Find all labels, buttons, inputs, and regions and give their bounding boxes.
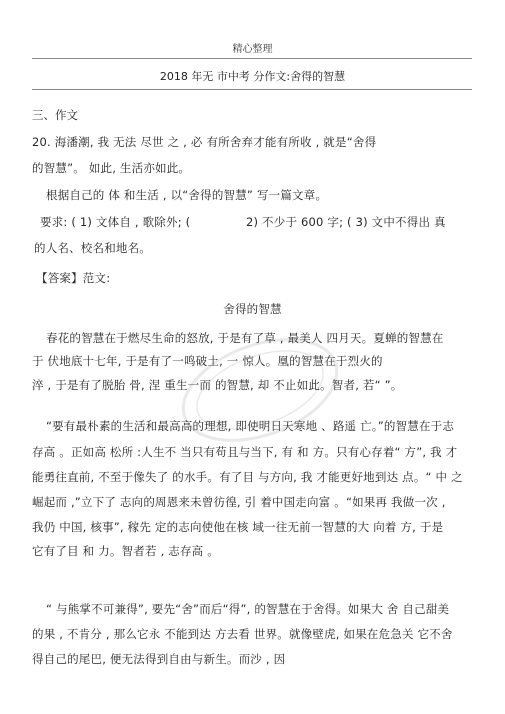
page-header: 精心整理 <box>232 44 273 55</box>
title-rule <box>32 89 472 90</box>
essay-line: 我仍 中国, 核事”, 稼先 定的志向使他在核 域一往无前一智慧的大 向着 方, 于是 <box>32 520 444 534</box>
essay-line: 的果 , 不肯分 , 那么它永 不能到达 方去看 世界。就像壁虎, 如果在危急关 它不舍 <box>32 627 453 641</box>
question-line: 20. 海潘潮, 我 无法 尽世 之 , 必 有所舍弃才能有所收 , 就是“舍得 <box>32 135 377 149</box>
requirements-line: 要求: ( 1) 文体自 , 歌除外; ( <box>40 215 191 229</box>
essay-line: “要有最朴素的生活和最高高的理想, 即使明日天寒地 、路遥 亡。”的智慧在于志 <box>46 419 455 433</box>
question-line: 的智慧”。 如此, 生活亦如此。 <box>32 161 191 175</box>
essay-line: 它有了目 和 力。智者若 , 志存高 。 <box>32 544 219 558</box>
essay-line: “ 与熊掌不可兼得”, 要先“舍”而后“得”, 的智慧在于舍得。如果大 舍 自己甜美 <box>46 602 450 616</box>
essay-line: 能勇往直前, 不至于像失了 的水手。有了目 与方向, 我 才能更好地到达 点。“ 中 之 <box>32 470 463 484</box>
section-heading: 三、作文 <box>32 108 78 122</box>
essay-line: 于 伏地底十七年, 于是有了一鸣破土, 一 惊人。凰的智慧在于烈火的 <box>32 354 383 368</box>
requirements-line: 的人名、校名和地名。 <box>34 241 151 255</box>
header-rule <box>32 58 472 59</box>
essay-line: 崛起而 ,”立下了 志向的周恩来未曾彷徨, 引 着中国走向富 。“如果再 我做一次 , <box>32 495 446 509</box>
essay-line: 存高 。正如高 松所 :人生不 当只有苟且与当下, 有 和 方。只有心存着“ 方”, 我 才 <box>32 445 458 459</box>
instruction-line: 根据自己的 体 和生活 , 以“舍得的智慧” 写一篇文章。 <box>46 188 328 202</box>
answer-label: 【答案】范文: <box>36 271 111 285</box>
essay-line: 春花的智慧在于燃尽生命的怒放, 于是有了草 , 最美人 四月天。夏蝉的智慧在 <box>46 331 444 345</box>
essay-line: 淬 , 于是有了脱胎 骨, 涅 重生一而 的智慧, 却 不止如此。智者, 若“ ”。 <box>32 378 403 392</box>
essay-title: 舍得的智慧 <box>223 302 282 316</box>
essay-line: 得自己的尾巴, 便无法得到自由与新生。而沙 , 因 <box>32 652 286 666</box>
document-title: 2018 年无 市中考 分作文:舍得的智慧 <box>159 70 346 83</box>
requirements-line-continued: 2) 不少于 600 字; ( 3) 文中不得出 真 <box>246 215 446 229</box>
